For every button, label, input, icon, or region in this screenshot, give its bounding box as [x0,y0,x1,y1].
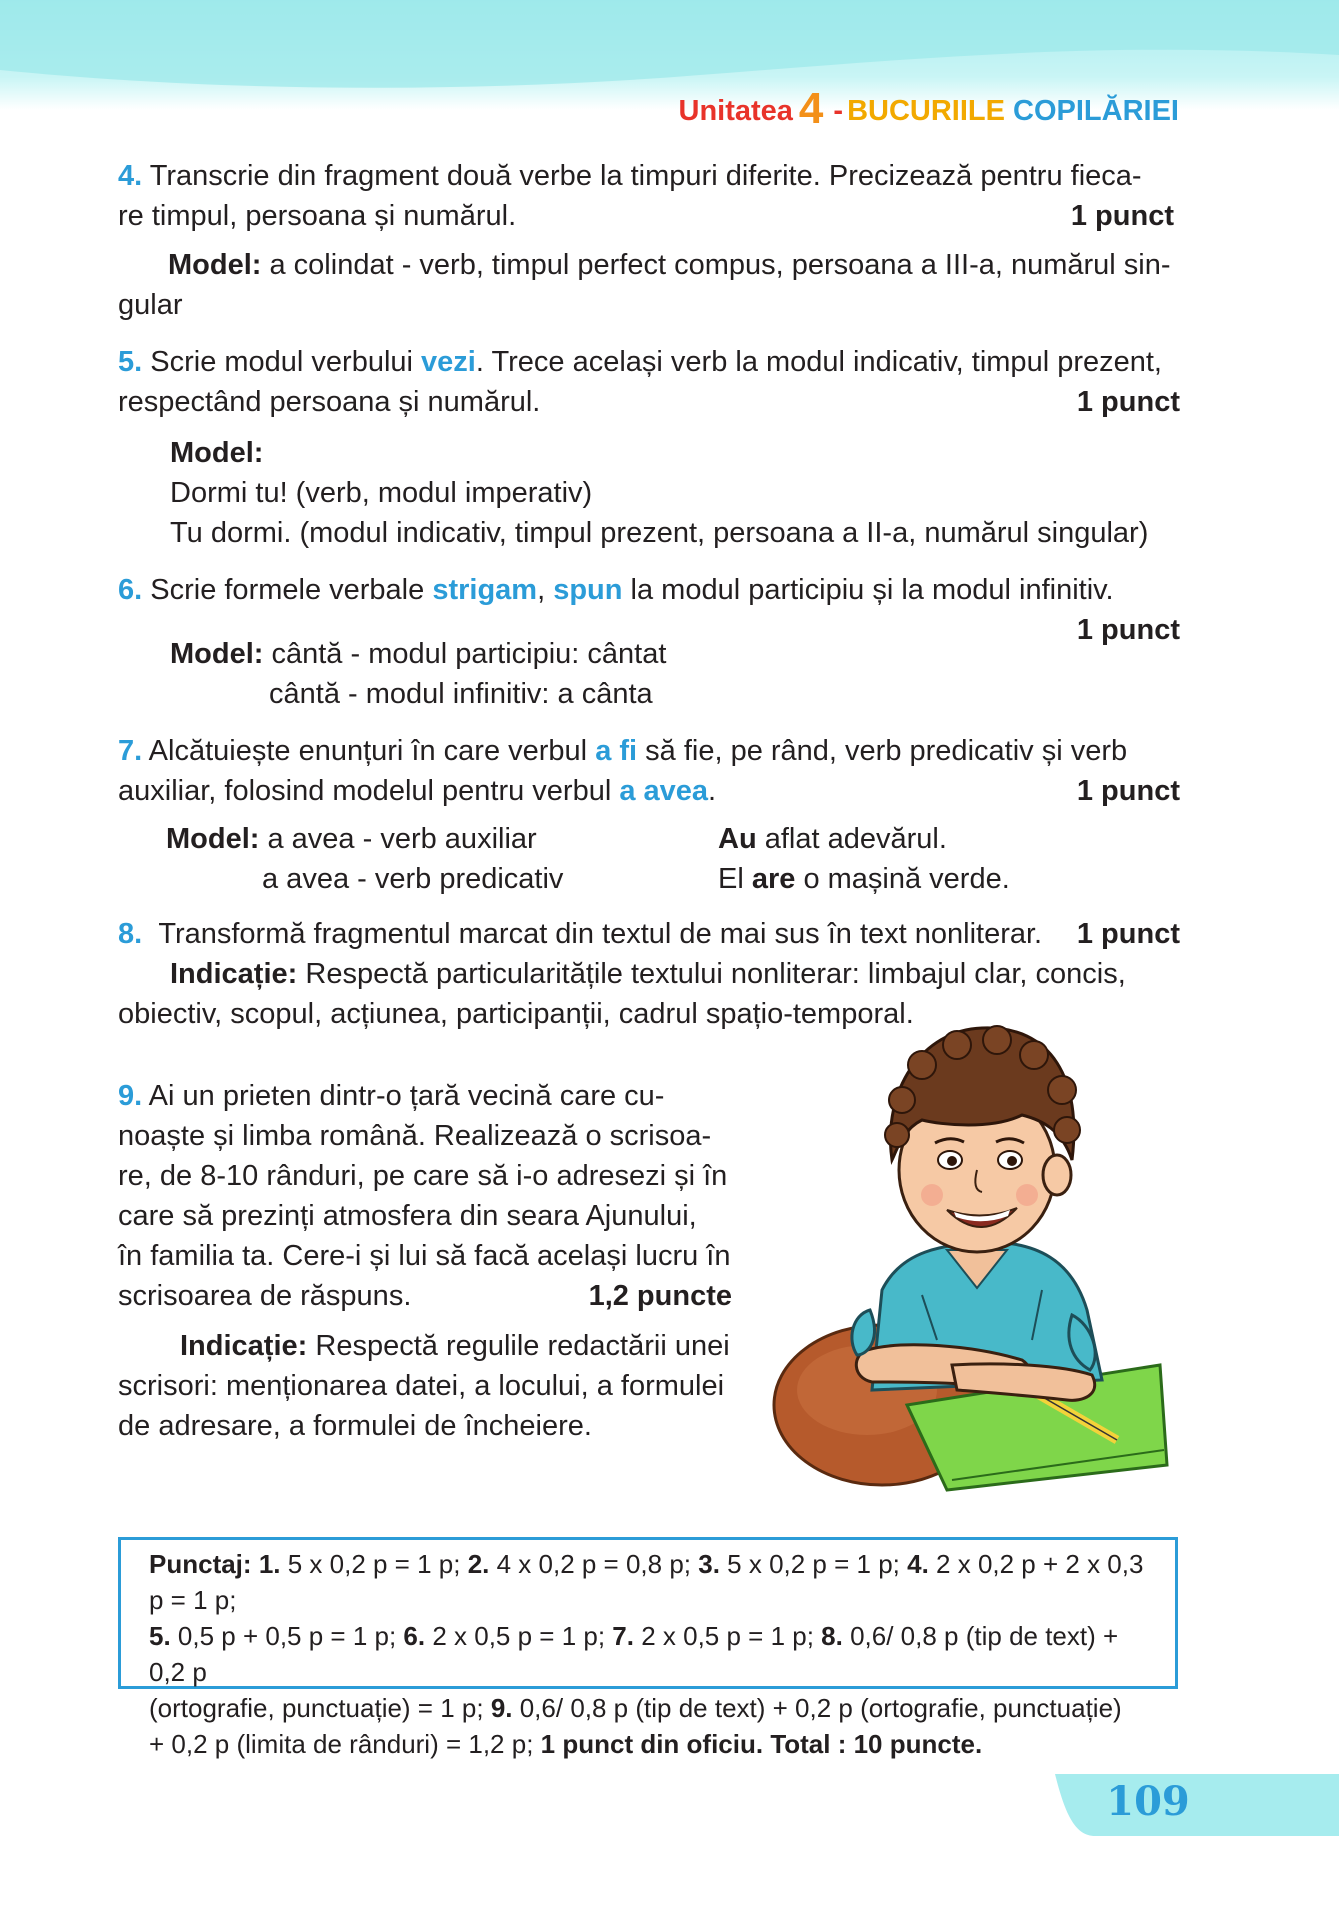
points-label: 1 punct [1076,775,1180,807]
scoring-item: 0,6/ 0,8 p (tip de text) + 0,2 p [149,1621,1119,1687]
exercise-number: 4. [118,160,143,192]
model-label: Model: [168,249,262,281]
scoring-item: + 0,2 p (limita de rânduri) = 1,2 p; [149,1729,541,1759]
model-text: a avea - verb auxiliar [259,823,537,855]
scoring-item: 4 x 0,2 p = 0,8 p; [489,1549,699,1579]
scoring-item-number: 4. [907,1549,929,1579]
unit-title-part1: BUCURIILE [847,95,1005,127]
highlighted-verb: spun [553,574,623,606]
exercise-text: respectând persoana și numărul. [118,386,541,418]
highlighted-verb: a fi [595,735,638,767]
scoring-item: 0,5 p + 0,5 p = 1 p; [170,1621,404,1651]
exercise-text: auxiliar, folosind modelul pentru verbul [118,775,620,807]
scoring-item: 2 x 0,2 p + 2 x 0,3 p = 1 p; [149,1549,1144,1615]
exercise-text: în familia ta. Cere-i și lui să facă același lucru în [118,1240,731,1272]
model-label: Model: [170,437,264,469]
points-label: 1 punct [1076,918,1180,950]
unit-dash: - [833,95,844,127]
exercise-text: re timpul, persoana și numărul. [118,200,517,232]
scoring-line [149,1690,1153,1726]
exercise-text: la modul participiu și la modul infinitiv. [622,574,1114,606]
model-label: Model: [166,823,260,855]
scoring-item: 5 x 0,2 p = 1 p; [719,1549,908,1579]
scoring-item: 5 x 0,2 p = 1 p; [280,1549,468,1579]
exercise-text: Scrie formele verbale [150,574,433,606]
hint-text: Respectă particularitățile textului nonliterar: limbajul clar, concis, [297,958,1126,990]
model-example: o mașină verde. [795,863,1010,895]
hint-label: Indicație: [180,1330,308,1362]
scoring-label: Punctaj: [149,1549,252,1579]
hint-text: de adresare, a formulei de încheiere. [118,1410,592,1442]
exercise-text: să fie, pe rând, verb predicativ și verb [637,735,1128,767]
unit-header [679,84,1180,134]
scoring-item-number: 1. [258,1549,281,1579]
exercise-text: , [537,574,554,606]
scoring-box [118,1537,1178,1759]
exercise-text: Alcătuiește enunțuri în care verbul [148,735,596,767]
exercise-number: 8. [118,918,143,950]
exercise-text: re, de 8-10 rânduri, pe care să i-o adresezi și în [118,1160,728,1192]
exercise-number: 9. [118,1080,143,1112]
scoring-item-number: 5. [149,1621,171,1651]
points-label: 1 punct [1070,200,1174,232]
model-text: cântă - modul infinitiv: a cânta [269,678,653,710]
scoring-total: 1 punct din oficiu. Total : 10 puncte. [540,1729,983,1759]
hint-label: Indicație: [170,958,298,990]
highlighted-verb: a avea [619,775,709,807]
scoring-item-number: 8. [821,1621,843,1651]
model-example: aflat adevărul. [756,823,947,855]
model-text: Tu dormi. (modul indicativ, timpul prezent, persoana a II-a, numărul singular) [170,517,1149,549]
scoring-item-number: 7. [612,1621,634,1651]
hint-text: Respectă regulile redactării unei [307,1330,730,1362]
exercise-text: Transformă fragmentul marcat din textul de mai sus în text nonliterar. [158,918,1043,950]
exercise-text: Transcrie din fragment două verbe la timpuri diferite. Precizează pentru fieca- [149,160,1142,192]
exercise-text: . Trece același verb la modul indicativ, timpul prezent, [475,346,1162,378]
scoring-line [149,1726,1153,1762]
hint-text: obiectiv, scopul, acțiunea, participanții, cadrul spațio-temporal. [118,998,914,1030]
model-text: Dormi tu! (verb, modul imperativ) [170,477,593,509]
scoring-item: 2 x 0,5 p = 1 p; [633,1621,822,1651]
exercise-text: scrisoarea de răspuns. [118,1280,412,1312]
points-label: 1 punct [1076,386,1180,418]
boy-illustration [772,1010,1182,1500]
scoring-item-number: 9. [490,1693,513,1723]
scoring-item-number: 3. [698,1549,720,1579]
exercise-number: 5. [118,346,143,378]
scoring-item: (ortografie, punctuație) = 1 p; [149,1693,491,1723]
scoring-item-number: 6. [403,1621,426,1651]
points-label: 1 punct [1076,614,1180,646]
model-example-bold: Au [718,823,757,855]
exercise-text: . [708,775,717,807]
unit-word: Unitatea [678,95,793,127]
model-text: a colindat - verb, timpul perfect compus, persoana a III-a, numărul sin- [261,249,1171,281]
model-text: a avea - verb predicativ [262,863,564,895]
scoring-line [149,1546,1153,1618]
scoring-item: 0,6/ 0,8 p (tip de text) + 0,2 p (ortografie, punctuație) [512,1693,1122,1723]
unit-title-part2: COPILĂRIEI [1013,95,1179,127]
exercise-number: 6. [118,574,143,606]
exercise-text: noaște și limba română. Realizează o scrisoa- [118,1120,712,1152]
scoring-item-number: 2. [467,1549,490,1579]
model-example: El [718,863,752,895]
scoring-item: 2 x 0,5 p = 1 p; [425,1621,613,1651]
scoring-line [149,1618,1153,1690]
model-text: gular [118,289,183,321]
highlighted-verb: vezi [421,346,476,378]
points-label: 1,2 puncte [588,1280,732,1312]
exercise-text: care să prezinți atmosfera din seara Ajunului, [118,1200,697,1232]
hint-text: scrisori: menționarea datei, a locului, a formulei [118,1370,725,1402]
unit-number: 4 [798,84,824,133]
highlighted-verb: strigam [432,574,538,606]
exercise-number: 7. [118,735,143,767]
exercise-text: Ai un prieten dintr-o țară vecină care cu- [148,1080,665,1112]
model-example-bold: are [751,863,796,895]
model-label: Model: [170,638,264,670]
model-text: cântă - modul participiu: cântat [263,638,667,670]
exercise-text: Scrie modul verbului [150,346,422,378]
page-number: 109 [1106,1778,1190,1825]
